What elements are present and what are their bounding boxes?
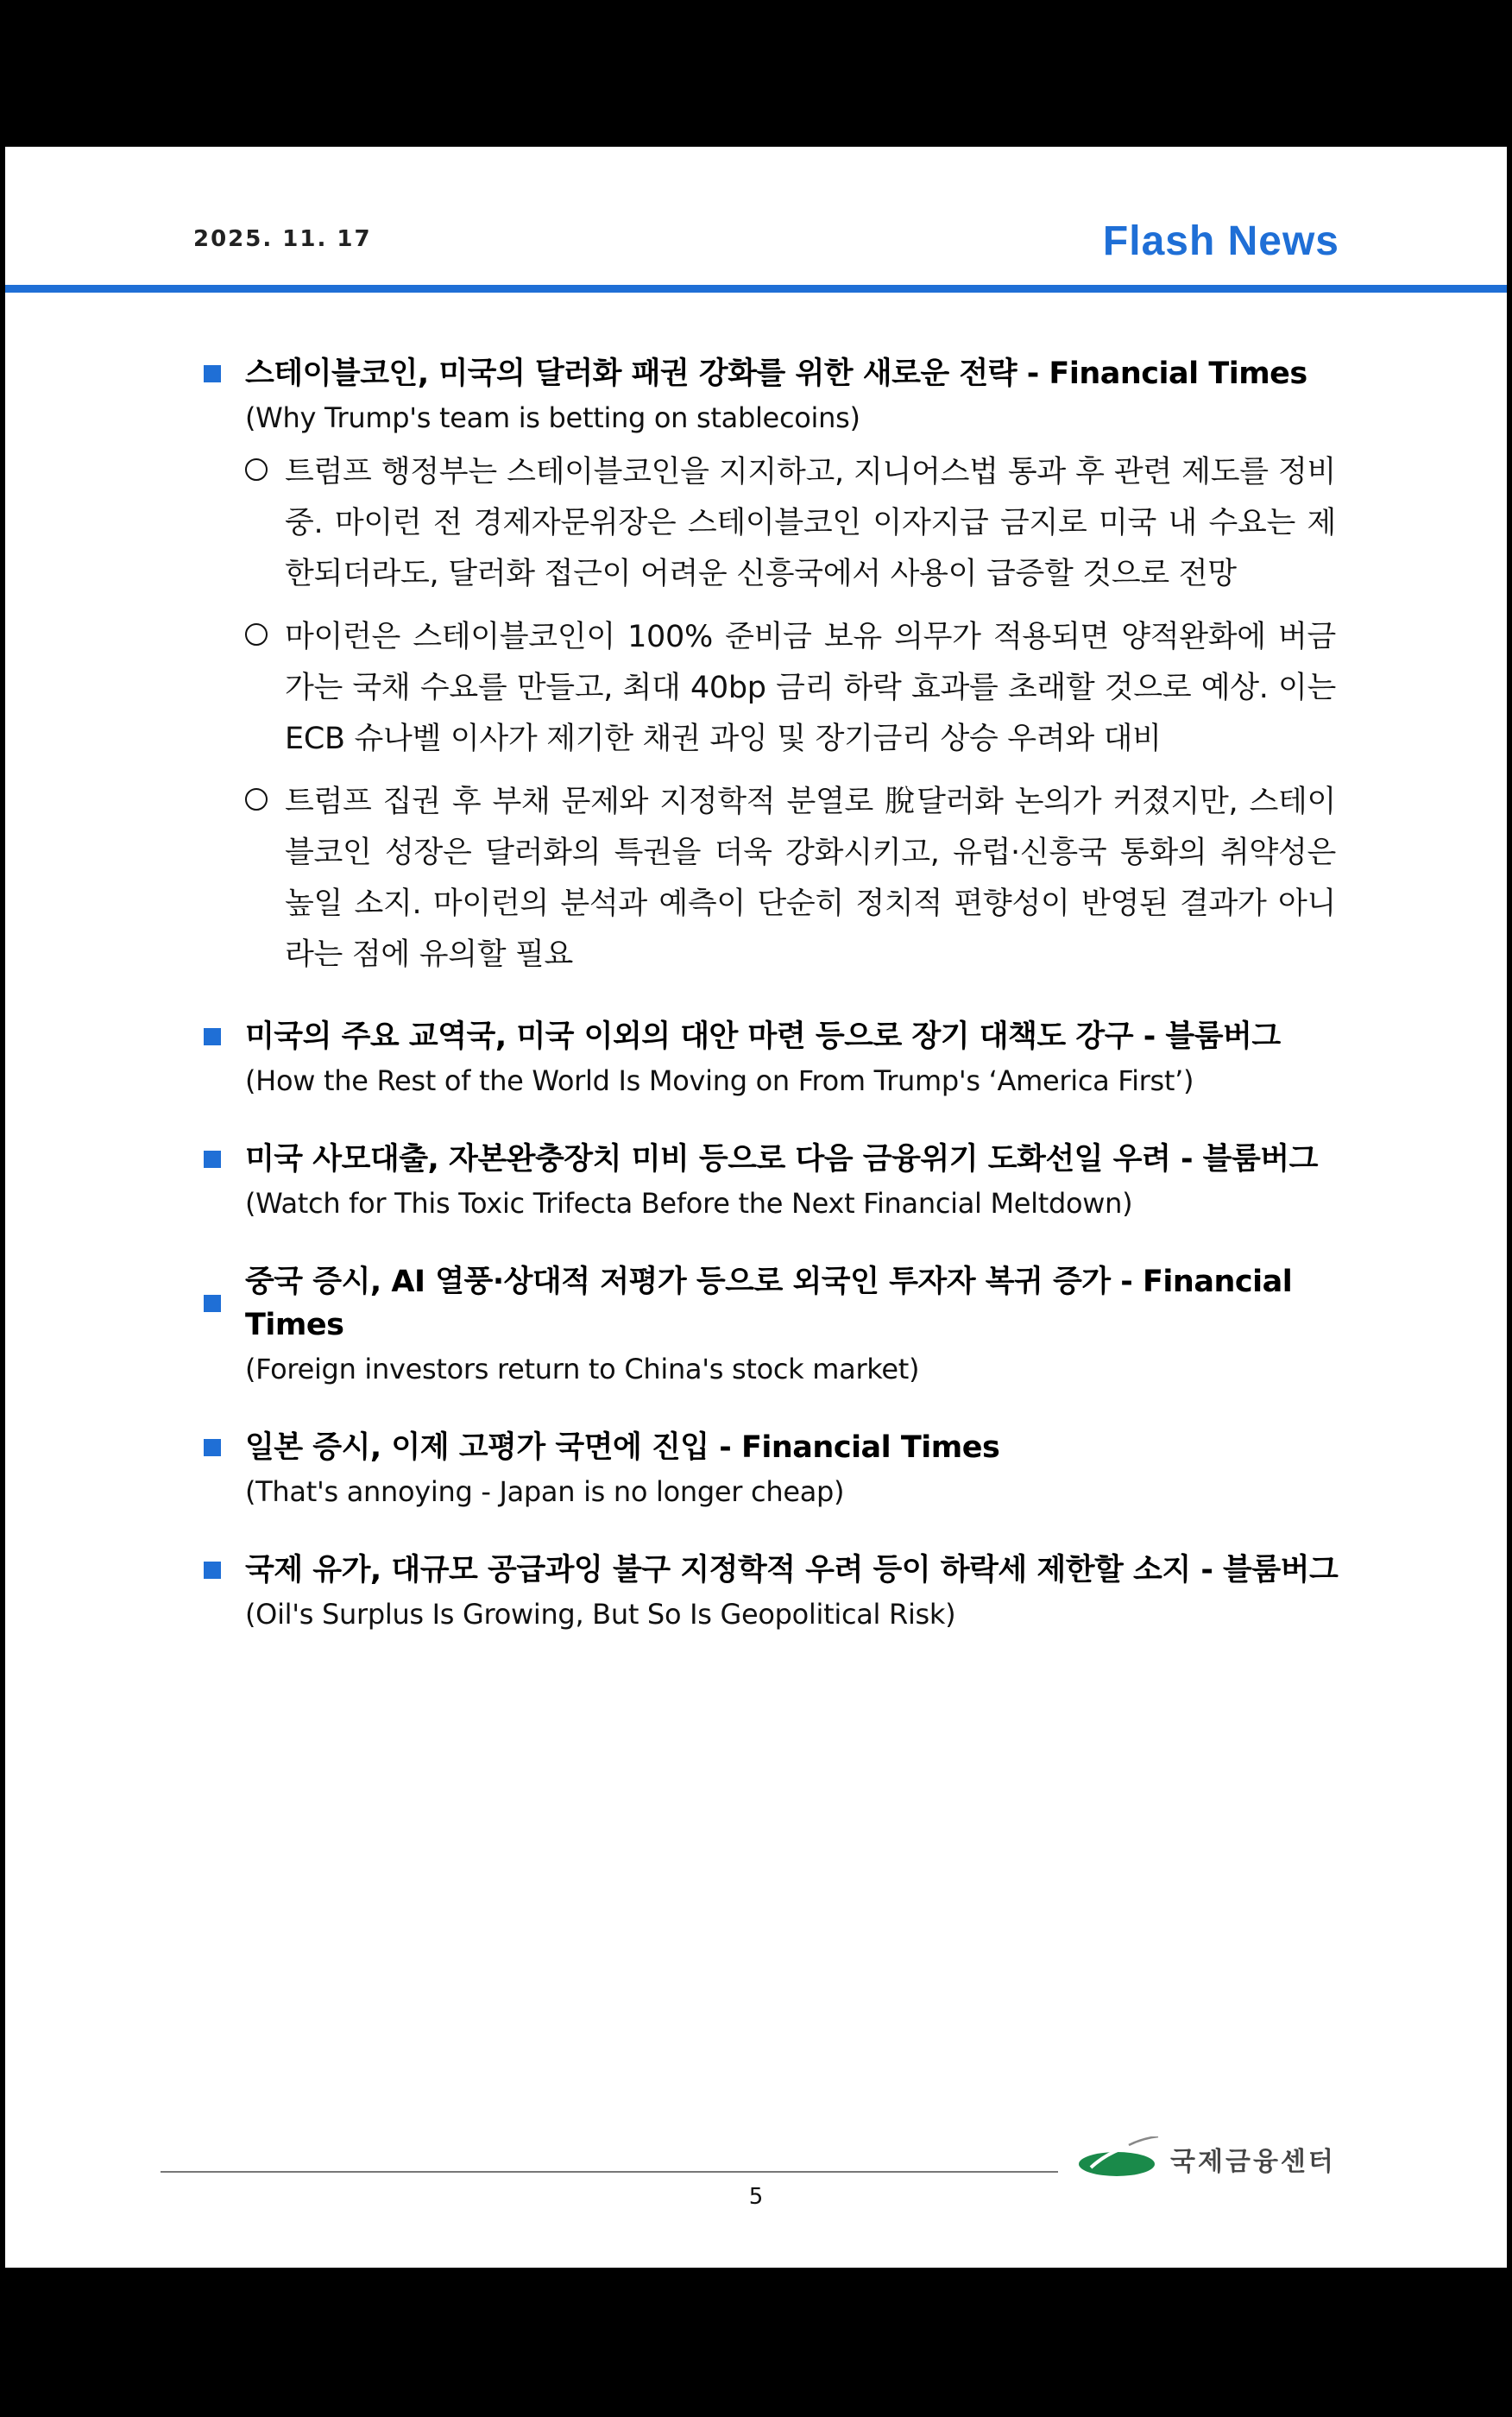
news-list (204, 352, 1343, 1671)
square-bullet-icon (204, 365, 221, 382)
leaf-logo-icon (1075, 2136, 1162, 2181)
summary-text: 마이런은 스테이블코인이 100% 준비금 보유 의무가 적용되면 양적완화에 버금가는 국채 수요를 만들고, 최대 40bp 금리 하락 효과를 초래할 것으로 예상. 이는 ECB 슈나벨 이사가 제기한 채권 과잉 및 장기금리 상승 우려와 대비 (285, 620, 1336, 756)
news-headline (204, 1015, 1343, 1058)
circle-bullet-icon (245, 623, 268, 646)
square-bullet-icon (204, 1295, 221, 1312)
summary-point (204, 777, 1343, 981)
square-bullet-icon (204, 1439, 221, 1456)
summary-point (204, 612, 1343, 765)
footer-divider (161, 2171, 1058, 2173)
news-item (204, 1426, 1343, 1514)
headline-text: 미국의 주요 교역국, 미국 이외의 대안 마련 등으로 장기 대책도 강구 - 블룸버그 (245, 1019, 1281, 1054)
news-item (204, 1015, 1343, 1103)
document-page (5, 147, 1507, 2268)
news-source-title: (Why Trump's team is betting on stablecoins) (245, 401, 860, 434)
headline-text: 일본 증시, 이제 고평가 국면에 진입 - Financial Times (245, 1430, 1000, 1465)
news-headline (204, 1138, 1343, 1181)
page-number: 5 (748, 2184, 764, 2210)
headline-text: 스테이블코인, 미국의 달러화 패권 강화를 위한 새로운 전략 - Financial Times (245, 357, 1307, 391)
circle-bullet-icon (245, 788, 268, 811)
headline-text: 중국 증시, AI 열풍·상대적 저평가 등으로 외국인 투자자 복귀 증가 - Financial Times (245, 1265, 1293, 1342)
circle-bullet-icon (245, 458, 268, 481)
news-source-title: (Oil's Surplus Is Growing, But So Is Geopolitical Risk) (245, 1598, 956, 1631)
news-item (204, 1138, 1343, 1226)
news-headline (204, 1260, 1343, 1347)
news-item (204, 1549, 1343, 1637)
square-bullet-icon (204, 1562, 221, 1579)
square-bullet-icon (204, 1028, 221, 1045)
report-title: Flash News (1102, 218, 1339, 264)
headline-text: 국제 유가, 대규모 공급과잉 불구 지정학적 우려 등이 하락세 제한할 소지 - 블룸버그 (245, 1553, 1339, 1587)
news-source-title: (Foreign investors return to China's stock market) (245, 1353, 920, 1385)
news-source-title: (Watch for This Toxic Trifecta Before the Next Financial Meltdown) (245, 1187, 1133, 1220)
kcif-logo (1075, 2136, 1336, 2181)
report-date: 2025. 11. 17 (193, 226, 372, 252)
news-item (204, 352, 1343, 981)
news-source-title: (How the Rest of the World Is Moving on From Trump's ‘America First’) (245, 1064, 1194, 1097)
news-headline (204, 1426, 1343, 1469)
news-headline (204, 352, 1343, 395)
header-divider (5, 285, 1507, 293)
news-source-title: (That's annoying - Japan is no longer cheap) (245, 1475, 845, 1508)
headline-text: 미국 사모대출, 자본완충장치 미비 등으로 다음 금융위기 도화선일 우려 - 블룸버그 (245, 1142, 1318, 1177)
logo-text: 국제금융센터 (1170, 2147, 1336, 2177)
summary-text: 트럼프 행정부는 스테이블코인을 지지하고, 지니어스법 통과 후 관련 제도를 정비중. 마이런 전 경제자문위장은 스테이블코인 이자지급 금지로 미국 내 수요는 제한되더라도, 달러화 접근이 어려운 신흥국에서 사용이 급증할 것으로 전망 (285, 455, 1336, 591)
summary-point (204, 447, 1343, 600)
news-headline (204, 1549, 1343, 1592)
summary-points (204, 447, 1343, 981)
square-bullet-icon (204, 1151, 221, 1168)
summary-text: 트럼프 집권 후 부채 문제와 지정학적 분열로 脫달러화 논의가 커졌지만, 스테이블코인 성장은 달러화의 특권을 더욱 강화시키고, 유럽·신흥국 통화의 취약성은 높일 소지. 마이런의 분석과 예측이 단순히 정치적 편향성이 반영된 결과가 아니라는 점에 유의할 필요 (285, 785, 1336, 972)
news-item (204, 1260, 1343, 1392)
